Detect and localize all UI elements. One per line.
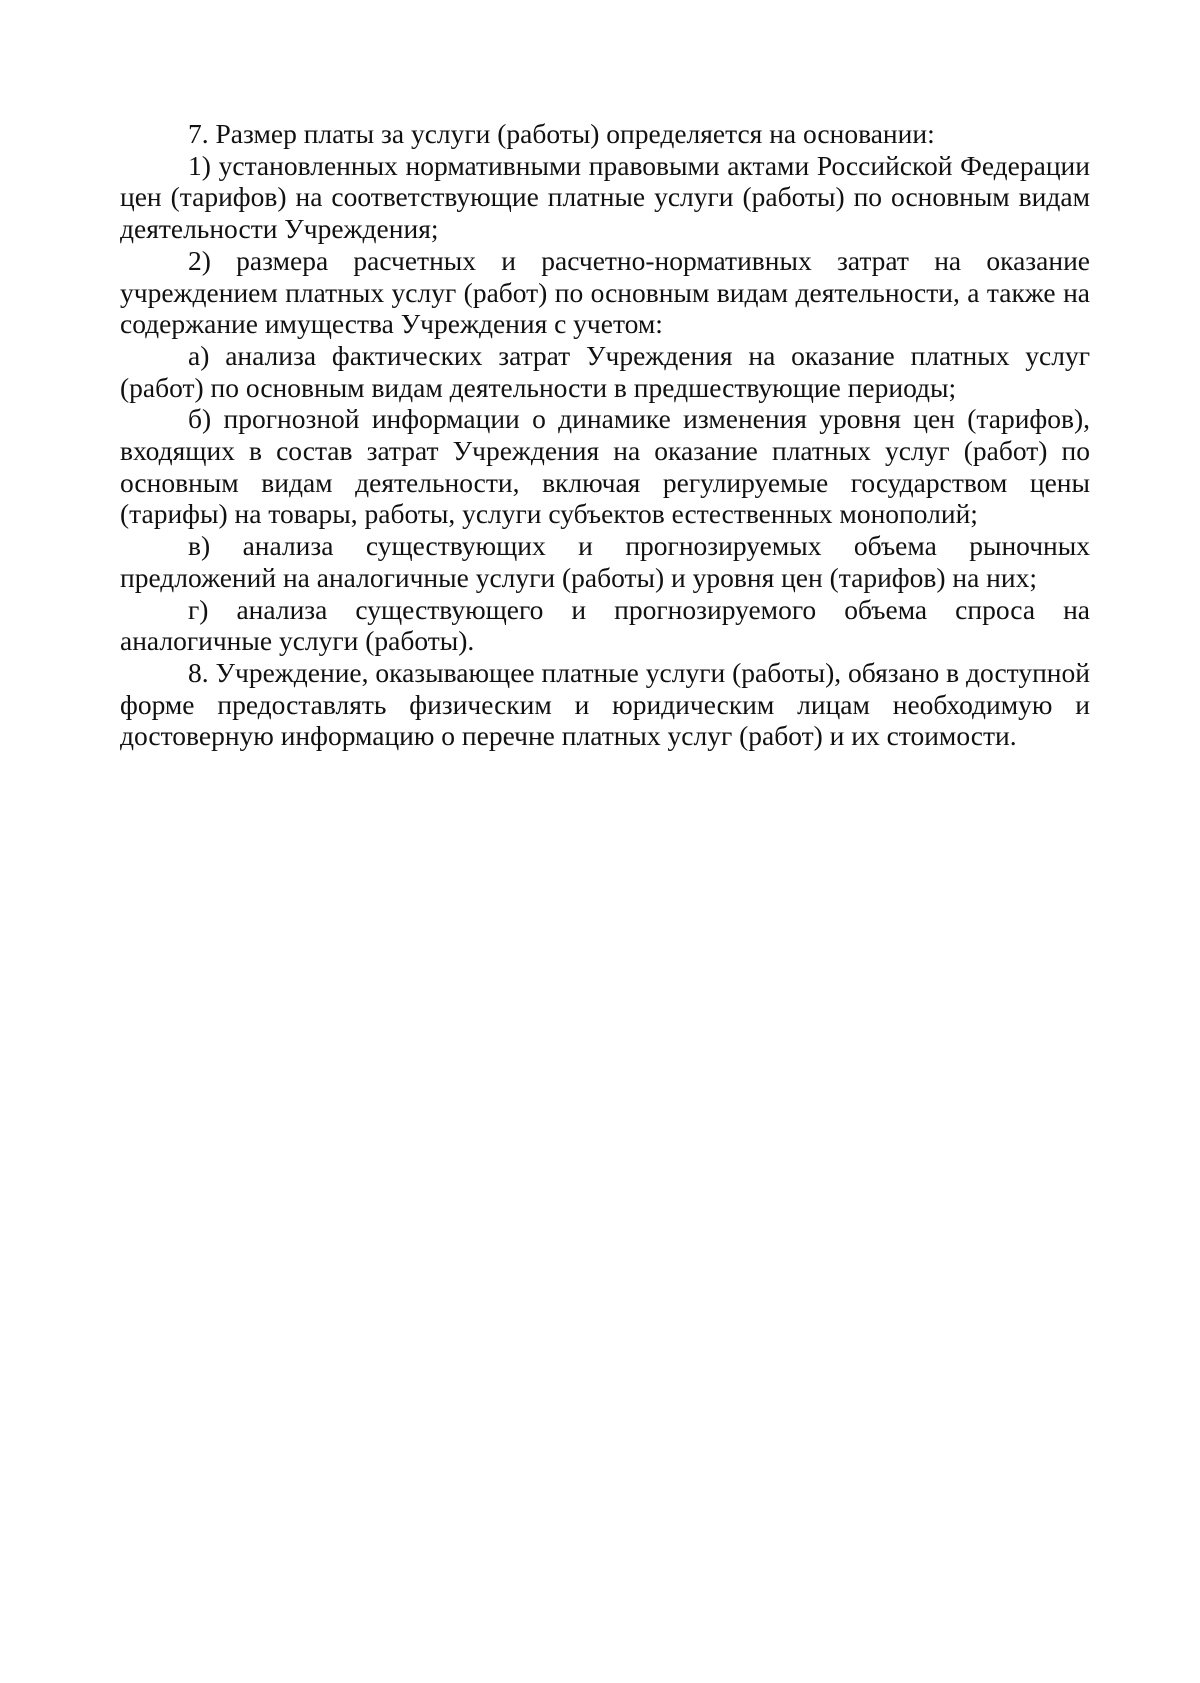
- paragraph-7-item-2v: в) анализа существующих и прогнозируемых объема рыночных предложений на аналогичные услуги (работы) и уровня цен (тарифов) на них;: [120, 530, 1090, 593]
- paragraph-7-item-2b: б) прогнозной информации о динамике изменения уровня цен (тарифов), входящих в состав затрат Учреждения на оказание платных услуг (работ) по основным видам деятельности, включая регулируемые государством цены (тарифы) на товары, работы, услуги субъектов естественных монополий;: [120, 403, 1090, 530]
- paragraph-7-item-2a: а) анализа фактических затрат Учреждения на оказание платных услуг (работ) по основным видам деятельности в предшествующие периоды;: [120, 339, 1090, 403]
- paragraph-7-item-1: 1) установленных нормативными правовыми актами Российской Федерации цен (тарифов) на соответствующие платные услуги (работы) по основным видам деятельности Учреждения;: [120, 149, 1090, 245]
- document-body: [120, 118, 1090, 752]
- paragraph-7: 7. Размер платы за услуги (работы) определяется на основании:: [188, 118, 935, 149]
- paragraph-7-item-2g: г) анализа существующего и прогнозируемого объема спроса на аналогичные услуги (работы).: [120, 593, 1090, 657]
- paragraph-8: 8. Учреждение, оказывающее платные услуги (работы), обязано в доступной форме предоставлять физическим и юридическим лицам необходимую и достоверную информацию о перечне платных услуг (работ) и их стоимости.: [120, 656, 1090, 752]
- paragraph-7-item-2: 2) размера расчетных и расчетно-нормативных затрат на оказание учреждением платных услуг (работ) по основным видам деятельности, а также на содержание имущества Учреждения с учетом:: [120, 244, 1090, 340]
